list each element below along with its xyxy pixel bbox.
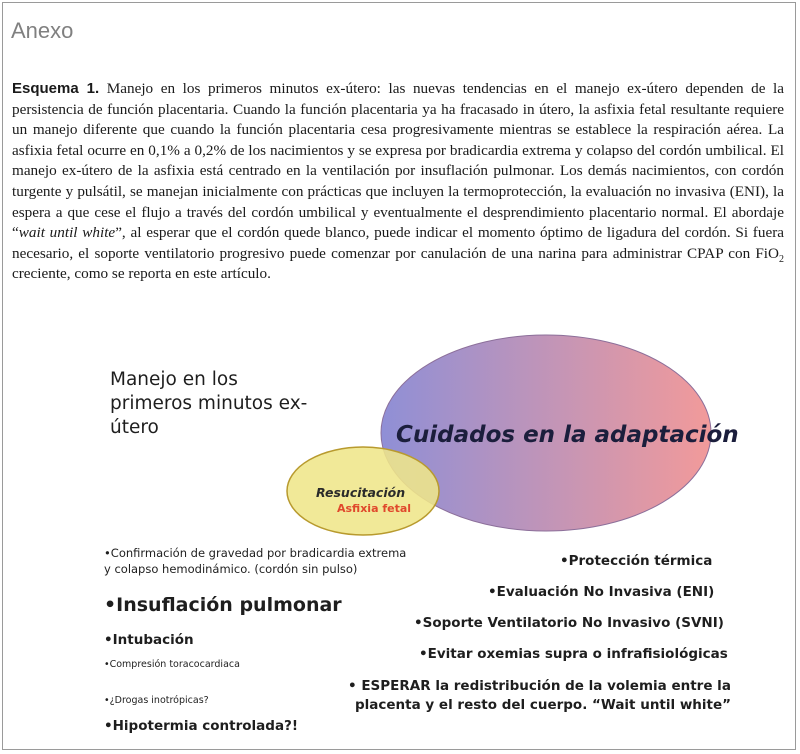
- caption-italic-phrase: wait until white: [18, 224, 116, 242]
- figure-title: Manejo en los primeros minutos ex-útero: [110, 369, 308, 438]
- right-item: •Evaluación No Invasiva (ENI): [488, 584, 715, 600]
- left-item: •Compresión toracocardiaca: [104, 659, 240, 670]
- right-item: placenta y el resto del cuerpo. “Wait until white”: [355, 697, 732, 713]
- left-item: •Hipotermia controlada?!: [104, 718, 299, 734]
- caption-text-3: creciente, como se reporta en este artículo.: [12, 265, 271, 283]
- caption-text-2: ”, al esperar que el cordón quede blanco, puede indicar el momento óptimo de ligadura del cordón. Si fuera necesario, el soporte ventilatorio progresivo puede comenzar por canulación de una narina para administrar CPAP con FiO: [12, 224, 784, 262]
- big-ellipse-label: Cuidados en la adaptación: [396, 422, 739, 448]
- caption-subscript: 2: [779, 253, 784, 265]
- right-item: • ESPERAR la redistribución de la volemia entre la: [348, 678, 731, 694]
- left-item: y colapso hemodinámico. (cordón sin pulso): [104, 562, 358, 576]
- right-item: •Protección térmica: [560, 553, 713, 569]
- left-item: •¿Drogas inotrópicas?: [104, 695, 209, 706]
- left-item: •Intubación: [104, 632, 194, 648]
- caption-text-1: Manejo en los primeros minutos ex-útero: las nuevas tendencias en el manejo ex-útero dependen de la persistencia de función placentaria. Cuando la función placentaria ya ha fracasado in útero, la asfixia fetal resultante requiere un manejo diferente que cuando la función placentaria cesa progresivamente mientras se establece la respiración aérea. La asfixia fetal ocurre en 0,1% a 0,2% de los nacimientos y se expresa por bradicardia extrema y colapso del cordón umbilical. El manejo ex-útero de la asfixia está centrado en la ventilación por insuflación pulmonar. Los demás nacimientos, con cordón turgente y pulsátil, se manejan inicialmente con prácticas que incluyen la termoprotección, la evaluación no invasiva (ENI), la espera a que cese el flujo a través del cordón umbilical y eventualmente el desprendimiento placentario normal. El abordaje “: [12, 80, 785, 242]
- small-ellipse-sublabel: Asfixia fetal: [337, 502, 412, 515]
- caption-label: Esquema 1.: [12, 80, 100, 97]
- right-item: •Soporte Ventilatorio No Invasivo (SVNI): [414, 615, 724, 631]
- annex-title: Anexo: [11, 18, 74, 43]
- left-item: •Confirmación de gravedad por bradicardia extrema: [104, 546, 407, 560]
- small-ellipse-label: Resucitación: [316, 485, 406, 500]
- right-item: •Evitar oxemias supra o infrafisiológicas: [419, 646, 728, 662]
- left-item: •Insuflación pulmonar: [104, 594, 342, 616]
